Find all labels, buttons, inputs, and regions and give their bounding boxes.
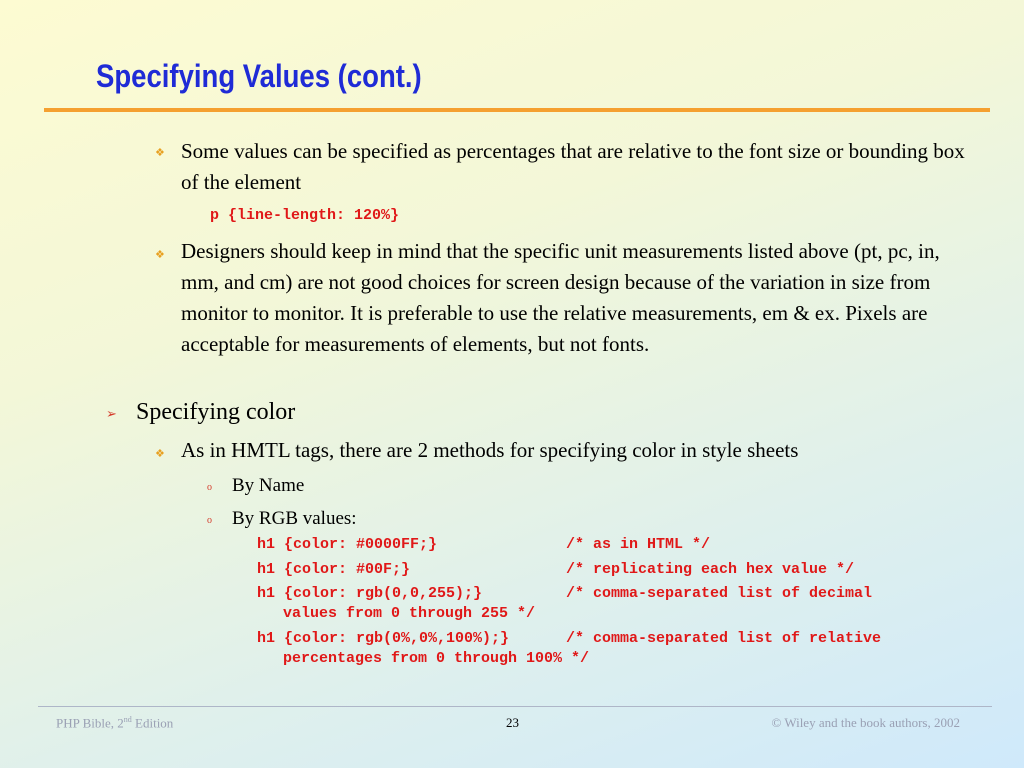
code-comment: /* as in HTML */ bbox=[566, 536, 711, 553]
sub-bullet-by-name: By Name bbox=[232, 475, 305, 496]
diamond-bullet-icon: ❖ bbox=[155, 448, 165, 460]
footer-copyright: © Wiley and the book authors, 2002 bbox=[771, 715, 960, 730]
bullet-percentages: Some values can be specified as percentages that are relative to the font size or bounding box of the element bbox=[181, 139, 965, 194]
code-line: h1 {color: #00F;} bbox=[257, 561, 411, 578]
code-comment-continued: values from 0 through 255 */ bbox=[283, 605, 536, 622]
code-line: h1 {color: rgb(0,0,255);} bbox=[257, 585, 483, 602]
circle-bullet-icon: o bbox=[207, 482, 212, 493]
code-comment: /* comma-separated list of relative bbox=[566, 630, 882, 647]
code-line-length: p {line-length: 120%} bbox=[210, 207, 400, 224]
circle-bullet-icon: o bbox=[207, 515, 212, 526]
diamond-bullet-icon: ❖ bbox=[155, 249, 165, 261]
page-number: 23 bbox=[506, 715, 519, 730]
code-line: h1 {color: #0000FF;} bbox=[257, 536, 438, 553]
bullet-hmtl-methods: As in HMTL tags, there are 2 methods for specifying color in style sheets bbox=[181, 438, 799, 462]
arrow-bullet-icon: ➢ bbox=[106, 406, 117, 421]
slide-title: Specifying Values (cont.) bbox=[96, 58, 422, 94]
title-underline bbox=[44, 108, 990, 112]
footer-divider bbox=[38, 706, 992, 707]
heading-specifying-color: Specifying color bbox=[136, 399, 296, 425]
code-comment: /* comma-separated list of decimal bbox=[566, 585, 873, 602]
code-line: h1 {color: rgb(0%,0%,100%);} bbox=[257, 630, 510, 647]
bullet-designers: Designers should keep in mind that the specific unit measurements listed above (pt, pc, in, mm, and cm) are not good choices for screen design because of the variation in size from monitor to monitor. It is preferable to use the relative measurements, em & ex. Pixels are acceptable for measurements of elements, but not fonts. bbox=[181, 239, 940, 356]
code-comment: /* replicating each hex value */ bbox=[566, 561, 855, 578]
code-comment-continued: percentages from 0 through 100% */ bbox=[283, 650, 590, 667]
footer-book-title: PHP Bible, 2nd Edition bbox=[56, 715, 174, 731]
diamond-bullet-icon: ❖ bbox=[155, 147, 165, 159]
sub-bullet-by-rgb: By RGB values: bbox=[232, 508, 357, 529]
